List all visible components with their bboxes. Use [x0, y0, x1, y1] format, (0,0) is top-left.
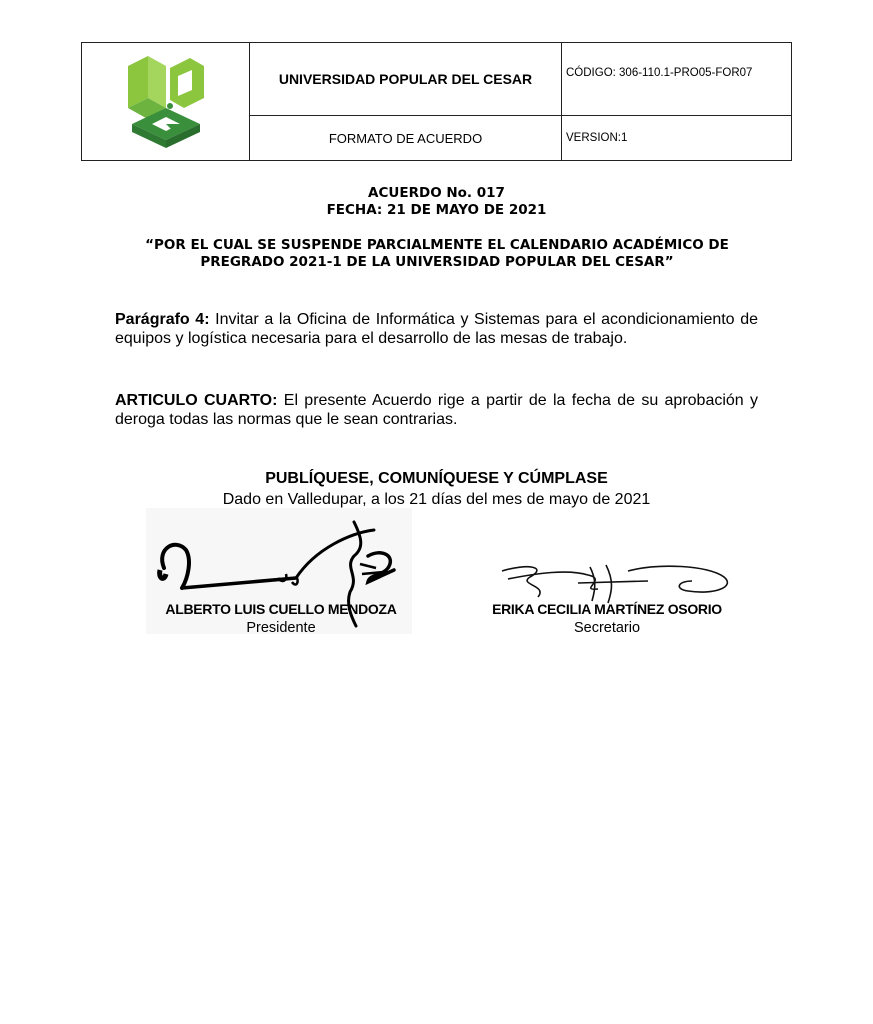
article-text: El presente Acuerdo rige a partir de la fecha de su aprobación y deroga todas las normas que le sean contrarias. — [115, 392, 759, 428]
document-version: VERSION:1 — [566, 132, 628, 144]
signatory-name-left: ALBERTO LUIS CUELLO MENDOZA — [165, 601, 397, 617]
document-header — [81, 42, 792, 161]
handwritten-signature-right — [478, 555, 748, 605]
institution-name: UNIVERSIDAD POPULAR DEL CESAR — [250, 43, 562, 116]
article-four — [115, 391, 758, 429]
document-code: CÓDIGO: 306-110.1-PRO05-FOR07 — [562, 43, 791, 116]
given-statement: Dado en Valledupar, a los 21 días del mes de mayo de 2021 — [222, 491, 651, 508]
paragraph-4 — [115, 310, 758, 348]
signatory-role-right: Secretario — [573, 620, 641, 636]
signatory-role-left: Presidente — [246, 620, 316, 636]
signature-box-right — [478, 555, 748, 605]
university-logo — [126, 54, 206, 150]
logo-cell — [82, 43, 250, 160]
resolution-title-line-2: PREGRADO 2021-1 DE LA UNIVERSIDAD POPULAR DEL CESAR” — [200, 254, 674, 270]
signatory-name-right: ERIKA CECILIA MARTÍNEZ OSORIO — [492, 601, 722, 617]
format-name: FORMATO DE ACUERDO — [250, 116, 562, 160]
paragraph-text: Invitar a la Oficina de Informática y Sistemas para el acondicionamiento de equipos y logística necesaria para el desarrollo de las mesas de trabajo. — [115, 311, 758, 347]
agreement-date: FECHA: 21 DE MAYO DE 2021 — [326, 202, 547, 218]
paragraph-label: Parágrafo 4: — [115, 311, 210, 328]
closing-heading: PUBLÍQUESE, COMUNÍQUESE Y CÚMPLASE — [265, 470, 608, 487]
agreement-number: ACUERDO No. 017 — [368, 185, 505, 201]
article-label: ARTICULO CUARTO: — [115, 392, 278, 409]
resolution-title-line-1: “POR EL CUAL SE SUSPENDE PARCIALMENTE EL CALENDARIO ACADÉMICO DE — [145, 237, 729, 253]
